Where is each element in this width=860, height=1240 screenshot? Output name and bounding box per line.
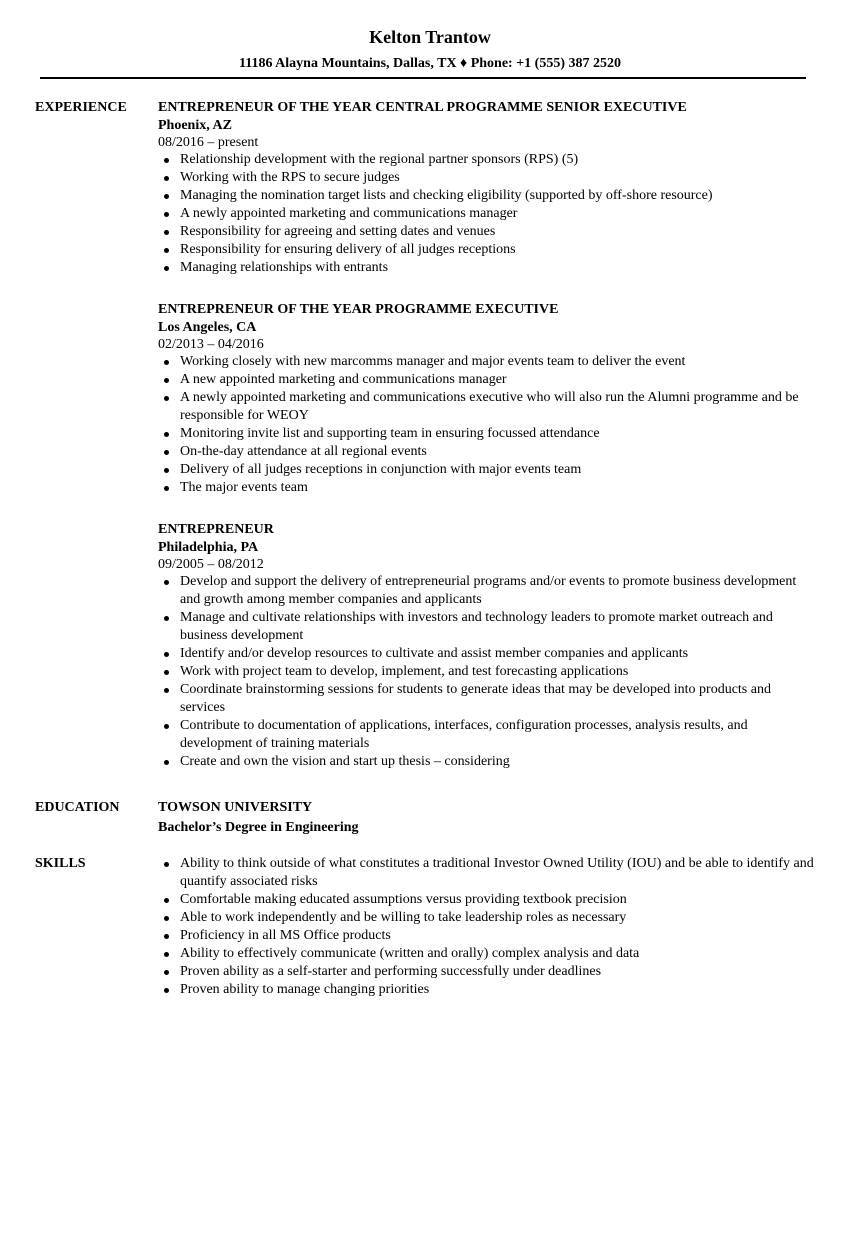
bullet-icon (164, 952, 169, 957)
bullet-text: Proficiency in all MS Office products (180, 928, 391, 943)
bullet-icon (164, 212, 169, 217)
bullet-text: Work with project team to develop, implement, and test forecasting applications (180, 664, 629, 679)
bullet-text: Able to work independently and be willing to take leadership roles as necessary (180, 910, 627, 925)
header-divider (40, 77, 806, 79)
candidate-name: Kelton Trantow (369, 27, 491, 47)
bullet-text: Develop and support the delivery of entrepreneurial programs and/or events to promote business development and growth among member companies and applicants (180, 574, 797, 607)
list-item (158, 909, 818, 927)
bullet-icon (164, 486, 169, 491)
bullet-icon (164, 158, 169, 163)
list-item (158, 645, 818, 663)
list-item (158, 187, 818, 205)
bullet-text: Comfortable making educated assumptions versus providing textbook precision (180, 892, 627, 907)
bullet-icon (164, 670, 169, 675)
bullet-icon (164, 248, 169, 253)
list-item (158, 479, 818, 497)
experience-heading: EXPERIENCE (35, 100, 127, 115)
bullet-text: Delivery of all judges receptions in conjunction with major events team (180, 462, 582, 477)
list-item (158, 443, 818, 461)
list-item (158, 753, 818, 771)
bullet-icon (164, 862, 169, 867)
bullet-icon (164, 378, 169, 383)
job-entry (158, 301, 818, 497)
list-item (158, 609, 818, 645)
bullet-text: Responsibility for agreeing and setting dates and venues (180, 224, 496, 239)
list-item (158, 389, 818, 425)
bullet-icon (164, 468, 169, 473)
resume-header (0, 0, 860, 73)
job-location: Los Angeles, CA (158, 320, 257, 335)
list-item (158, 573, 818, 609)
list-item (158, 151, 818, 169)
bullet-icon (164, 988, 169, 993)
job-entry (158, 521, 818, 771)
job-title: ENTREPRENEUR (158, 522, 274, 537)
education-entry (158, 799, 818, 837)
bullet-text: A newly appointed marketing and communications manager (180, 206, 518, 221)
bullet-icon (164, 652, 169, 657)
bullet-icon (164, 724, 169, 729)
bullet-text: Coordinate brainstorming sessions for students to generate ideas that may be developed into products and services (180, 682, 771, 715)
bullet-icon (164, 194, 169, 199)
skills-list (158, 855, 818, 999)
job-bullets (158, 151, 818, 277)
list-item (158, 205, 818, 223)
bullet-icon (164, 396, 169, 401)
bullet-text: Managing the nomination target lists and checking eligibility (supported by off-shore resource) (180, 188, 713, 203)
bullet-icon (164, 688, 169, 693)
list-item (158, 241, 818, 259)
job-dates: 09/2005 – 08/2012 (158, 557, 264, 572)
bullet-text: Proven ability as a self-starter and performing successfully under deadlines (180, 964, 602, 979)
school-name: TOWSON UNIVERSITY (158, 800, 313, 815)
bullet-text: A new appointed marketing and communications manager (180, 372, 507, 387)
bullet-text: Proven ability to manage changing priorities (180, 982, 430, 997)
list-item (158, 371, 818, 389)
list-item (158, 169, 818, 187)
bullet-icon (164, 230, 169, 235)
bullet-icon (164, 450, 169, 455)
bullet-text: Ability to think outside of what constitutes a traditional Investor Owned Utility (IOU) and be able to identify and quantify associated risks (180, 856, 814, 889)
list-item (158, 223, 818, 241)
bullet-text: Working closely with new marcomms manager and major events team to deliver the event (180, 354, 686, 369)
job-dates: 02/2013 – 04/2016 (158, 337, 264, 352)
job-dates: 08/2016 – present (158, 135, 259, 150)
bullet-icon (164, 580, 169, 585)
bullet-text: The major events team (180, 480, 308, 495)
bullet-icon (164, 970, 169, 975)
bullet-text: Contribute to documentation of applications, interfaces, configuration processes, analysis results, and development of training materials (180, 718, 748, 751)
list-item (158, 461, 818, 479)
bullet-icon (164, 266, 169, 271)
bullet-text: Relationship development with the regional partner sponsors (RPS) (5) (180, 152, 579, 167)
job-title: ENTREPRENEUR OF THE YEAR CENTRAL PROGRAMME SENIOR EXECUTIVE (158, 100, 687, 115)
list-item (158, 681, 818, 717)
bullet-text: Ability to effectively communicate (written and orally) complex analysis and data (180, 946, 640, 961)
list-item (158, 425, 818, 443)
bullet-icon (164, 360, 169, 365)
bullet-text: Managing relationships with entrants (180, 260, 389, 275)
list-item (158, 891, 818, 909)
bullet-text: On-the-day attendance at all regional events (180, 444, 427, 459)
bullet-icon (164, 176, 169, 181)
job-title: ENTREPRENEUR OF THE YEAR PROGRAMME EXECUTIVE (158, 302, 559, 317)
bullet-text: Create and own the vision and start up thesis – considering (180, 754, 510, 769)
list-item (158, 945, 818, 963)
bullet-icon (164, 898, 169, 903)
job-location: Philadelphia, PA (158, 540, 259, 555)
bullet-icon (164, 760, 169, 765)
bullet-icon (164, 432, 169, 437)
bullet-icon (164, 916, 169, 921)
skills-heading: SKILLS (35, 856, 86, 871)
experience-list (158, 99, 818, 785)
bullet-text: Responsibility for ensuring delivery of all judges receptions (180, 242, 516, 257)
bullet-text: Identify and/or develop resources to cultivate and assist member companies and applicants (180, 646, 689, 661)
list-item (158, 663, 818, 681)
job-bullets (158, 353, 818, 497)
contact-line: 11186 Alayna Mountains, Dallas, TX ♦ Phone: +1 (555) 387 2520 (238, 56, 622, 71)
bullet-text: Working with the RPS to secure judges (180, 170, 400, 185)
bullet-text: A newly appointed marketing and communications executive who will also run the Alumni programme and be responsible for WEOY (180, 390, 799, 423)
skills-bullets (158, 855, 818, 999)
bullet-icon (164, 616, 169, 621)
job-bullets (158, 573, 818, 771)
list-item (158, 981, 818, 999)
list-item (158, 353, 818, 371)
bullet-icon (164, 934, 169, 939)
bullet-text: Monitoring invite list and supporting team in ensuring focussed attendance (180, 426, 600, 441)
job-entry (158, 99, 818, 277)
degree-name: Bachelor’s Degree in Engineering (158, 820, 359, 835)
job-location: Phoenix, AZ (158, 118, 232, 133)
bullet-text: Manage and cultivate relationships with investors and technology leaders to promote market outreach and business development (180, 610, 773, 643)
list-item (158, 963, 818, 981)
list-item (158, 259, 818, 277)
education-heading: EDUCATION (35, 800, 120, 815)
list-item (158, 927, 818, 945)
list-item (158, 855, 818, 891)
list-item (158, 717, 818, 753)
